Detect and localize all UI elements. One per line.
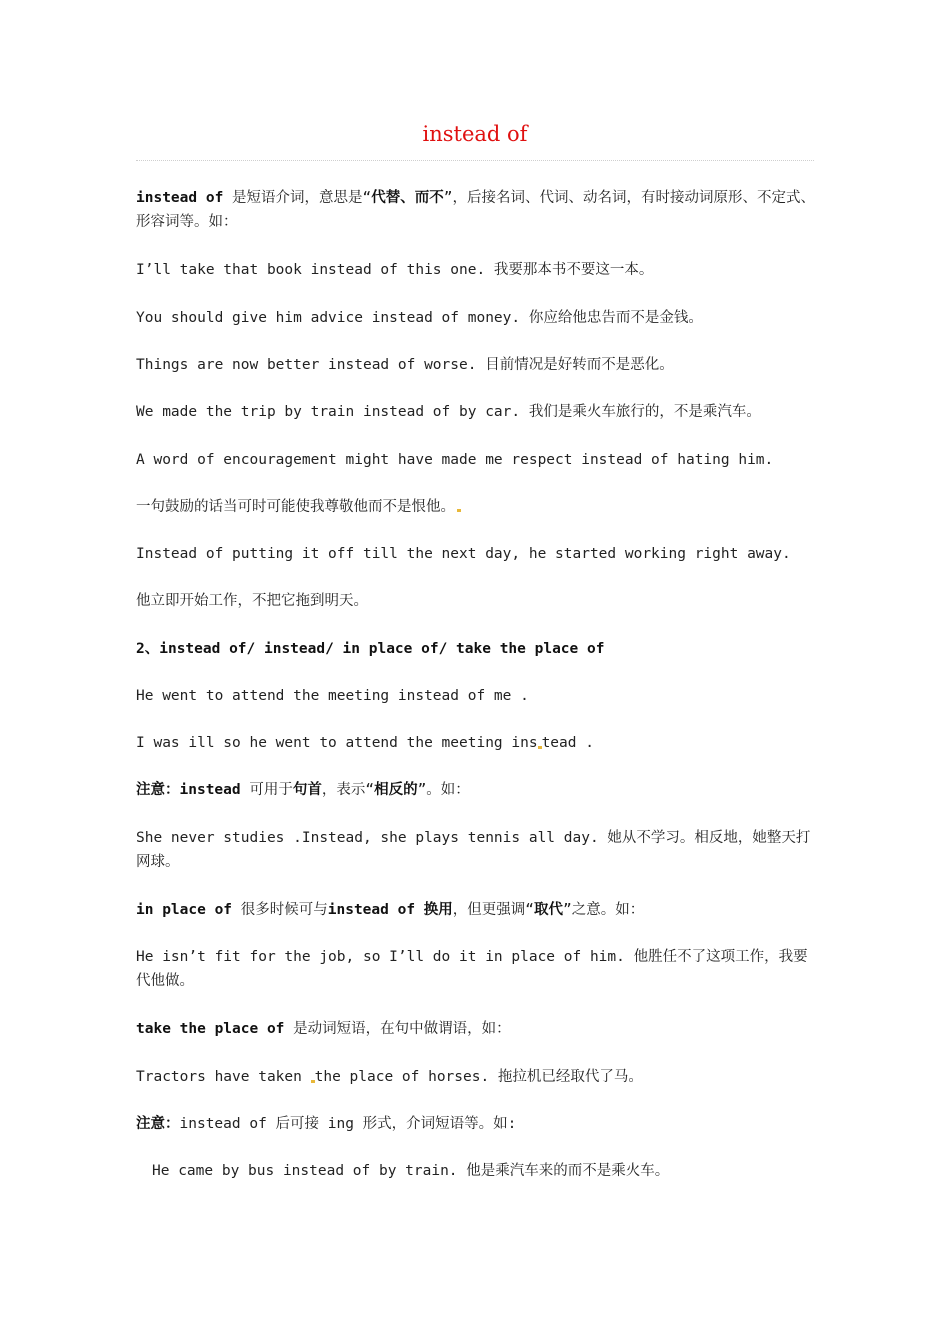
example-line	[136, 731, 816, 755]
intro-text-2: ”，后接名词、代词、动名词，有时接动词原形、不定式、形容词等。如：	[136, 190, 816, 230]
example-line	[136, 1065, 816, 1089]
note-text-1: 可用于	[240, 782, 293, 798]
page-title: instead of	[422, 122, 528, 146]
example-text-b: the place of horses. 拖拉机已经取代了马。	[314, 1069, 643, 1085]
example-line: I’ll take that book instead of this one. 我要那本书不要这一本。	[136, 262, 654, 278]
example-text-b: tead .	[541, 735, 594, 751]
translation-line	[136, 495, 816, 519]
note-text-2: ，表示“	[321, 782, 375, 798]
usage-text-1: 很多时候可与	[232, 902, 328, 918]
note-position: 句首	[292, 782, 322, 798]
marker-dot	[457, 509, 461, 512]
note-paragraph	[136, 1112, 816, 1136]
intro-paragraph	[136, 186, 816, 234]
translation-text: 一句鼓励的话当可时可能使我尊敬他而不是恨他。	[136, 499, 455, 515]
section-heading: 2、instead of/ instead/ in place of/ take the place of	[136, 641, 605, 657]
example-line: We made the trip by train instead of by car. 我们是乘火车旅行的，不是乘汽车。	[136, 404, 761, 420]
note-paragraph	[136, 778, 816, 802]
example-line: You should give him advice instead of money. 你应给他忠告而不是金钱。	[136, 310, 703, 326]
example-text-a: Tractors have taken	[136, 1069, 311, 1085]
example-line: He isn’t fit for the job, so I’ll do it in place of him. 他胜任不了这项工作，我要代他做。	[136, 949, 808, 989]
example-line: She never studies .Instead, she plays tennis all day. 她从不学习。相反地，她整天打网球。	[136, 830, 811, 870]
example-line: He came by bus instead of by train. 他是乘汽车来的而不是乘火车。	[152, 1163, 670, 1179]
note-text: instead of 后可接 ing 形式，介词短语等。如:	[179, 1116, 517, 1132]
intro-term: instead of	[136, 190, 224, 206]
example-line: Instead of putting it off till the next day, he started working right away.	[136, 546, 791, 562]
usage-text-3: ”之意。如：	[563, 902, 645, 918]
usage-text-2: ，但更强调“	[452, 902, 535, 918]
example-text-a: I was ill so he went to attend the meeting ins	[136, 735, 538, 751]
intro-meaning: 代替、而不	[371, 190, 444, 206]
intro-text-1: 是短语介词，意思是“	[223, 190, 372, 206]
example-line: He went to attend the meeting instead of me .	[136, 688, 529, 704]
translation-line: 他立即开始工作，不把它拖到明天。	[136, 593, 368, 609]
note-label: 注意：	[136, 1116, 180, 1132]
example-line: Things are now better instead of worse. 目前情况是好转而不是恶化。	[136, 357, 674, 373]
usage-paragraph	[136, 898, 816, 922]
note-text-3: ”。如：	[417, 782, 470, 798]
note-label: 注意：	[136, 782, 180, 798]
note-term: instead	[179, 782, 241, 798]
example-line: A word of encouragement might have made me respect instead of hating him.	[136, 452, 774, 468]
usage-term-2: instead of 换用	[327, 902, 453, 918]
usage-term-1: in place of	[136, 902, 233, 918]
usage-term: take the place of	[136, 1021, 285, 1037]
usage-text: 是动词短语，在句中做谓语，如：	[284, 1021, 511, 1037]
usage-paragraph	[136, 1017, 816, 1041]
note-meaning: 相反的	[374, 782, 418, 798]
usage-meaning: 取代	[534, 902, 564, 918]
title-divider	[136, 160, 814, 161]
